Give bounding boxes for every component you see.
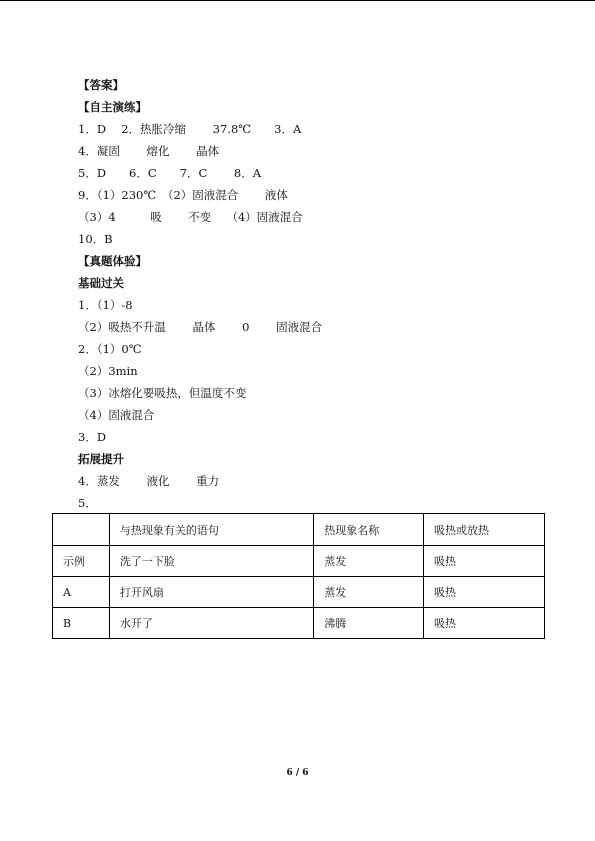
heat-phenomena-table bbox=[52, 513, 545, 639]
answer-line: 1．（1）-8 bbox=[78, 298, 133, 312]
answer-line: 10．B bbox=[78, 232, 113, 246]
heading-extension: 拓展提升 bbox=[78, 452, 124, 466]
table-header-cell: 吸热或放热 bbox=[424, 514, 545, 546]
table-cell: 沸腾 bbox=[314, 608, 424, 639]
answer-line: 4．凝固 熔化 晶体 bbox=[78, 144, 220, 158]
answer-line: （3）4 吸 不变 （4）固液混合 bbox=[78, 210, 303, 224]
table-row bbox=[53, 577, 545, 608]
page-number: 6 / 6 bbox=[286, 768, 309, 778]
answer-line: （3）冰熔化要吸热，但温度不变 bbox=[78, 386, 247, 400]
answer-content bbox=[78, 74, 548, 514]
table-cell: 洗了一下脸 bbox=[109, 546, 313, 577]
table-cell: 吸热 bbox=[424, 546, 545, 577]
table-row bbox=[53, 546, 545, 577]
table-header-cell: 与热现象有关的语句 bbox=[109, 514, 313, 546]
table-cell: 蒸发 bbox=[314, 577, 424, 608]
answer-line: 1．D 2．热胀冷缩 37.8℃ 3．A bbox=[78, 122, 302, 136]
table-cell: 示例 bbox=[53, 546, 110, 577]
table-cell: 打开风扇 bbox=[109, 577, 313, 608]
answer-line: 4．蒸发 液化 重力 bbox=[78, 474, 220, 488]
heading-self-practice: 【自主演练】 bbox=[78, 100, 147, 114]
answer-line: （4）固液混合 bbox=[78, 408, 155, 422]
table-cell: A bbox=[53, 577, 110, 608]
table-cell: 吸热 bbox=[424, 577, 545, 608]
table-header-row bbox=[53, 514, 545, 546]
answer-line: 5． bbox=[78, 496, 97, 510]
answer-line: （2）吸热不升温 晶体 0 固液混合 bbox=[78, 320, 323, 334]
table-header-cell bbox=[53, 514, 110, 546]
table-row bbox=[53, 608, 545, 639]
heading-answers: 【答案】 bbox=[78, 78, 124, 92]
top-rule bbox=[0, 0, 595, 1]
answer-line: 5．D 6．C 7．C 8．A bbox=[78, 166, 262, 180]
heading-basic: 基础过关 bbox=[78, 276, 124, 290]
answer-line: 2．（1）0℃ bbox=[78, 342, 142, 356]
heading-real-exam: 【真题体验】 bbox=[78, 254, 147, 268]
table-cell: 蒸发 bbox=[314, 546, 424, 577]
table-cell: 水开了 bbox=[109, 608, 313, 639]
answer-line: 3．D bbox=[78, 430, 107, 444]
table-header-cell: 热现象名称 bbox=[314, 514, 424, 546]
table-cell: B bbox=[53, 608, 110, 639]
table-cell: 吸热 bbox=[424, 608, 545, 639]
answer-line: 9．（1）230℃ （2）固液混合 液体 bbox=[78, 188, 288, 202]
answer-line: （2）3min bbox=[78, 364, 138, 378]
